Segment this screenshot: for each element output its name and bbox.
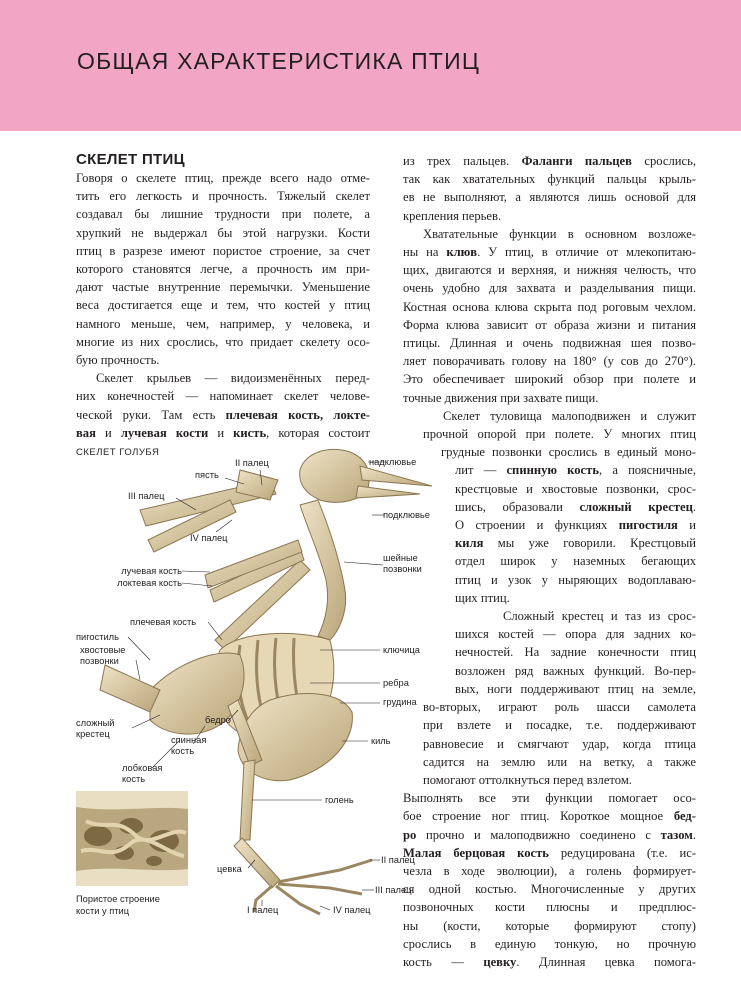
text-line: шихся костей — опора для задних ко-: [455, 627, 696, 642]
label-iv-finger-wing: IV палец: [190, 533, 228, 543]
text-line: отдел широк у наземных бегающих: [455, 554, 696, 569]
text-line: вых, ноги поддерживают птиц на земле,: [455, 681, 696, 696]
text-line: крестцовые и хвостовые позвонки, срос-: [455, 481, 696, 496]
label-pygostyle: пигостиль: [76, 632, 119, 642]
text-line: хрупкий не выдержал бы этой нагрузки. Кости: [76, 225, 370, 240]
text-line: возложен ряд важных функций. Во-пер-: [455, 663, 696, 678]
text-line: чезла в ходе эволюции), а голень формирует-: [403, 863, 696, 878]
text-line: которого становятся легче, а прочность им при-: [76, 262, 370, 277]
text-line: во-вторых, играют роль шасси самолета: [423, 700, 696, 715]
text-line: веса достигается еще и тем, что костей у птиц: [76, 298, 370, 313]
label-tarsometatarsus: цевка: [217, 864, 242, 874]
porous-bone-image: [76, 791, 188, 886]
label-synsacrum: сложный крестец: [76, 718, 115, 739]
text-line: О строении и функциях пигостиля и: [455, 518, 696, 533]
text-line: крепления перьев.: [403, 208, 502, 223]
page-title: ОБЩАЯ ХАРАКТЕРИСТИКА ПТИЦ: [77, 48, 481, 74]
text-line: ческой руки. Там есть плечевая кость, локте-: [76, 407, 370, 422]
text-line: ро прочно и малоподвижно соединено с тазом.: [403, 827, 696, 842]
text-line: Это обеспечивает широкий обзор при полете и: [403, 372, 696, 387]
text-line: ся одной костью. Многочисленные у других: [403, 882, 696, 897]
text-line: позвоночных кости плюсны и предплюс-: [403, 900, 696, 915]
text-line: нечностей. На задние конечности птиц: [455, 645, 696, 660]
text-line: Малая берцовая кость редуцирована (т.е. ис-: [403, 845, 696, 860]
text-line: Скелет крыльев — видоизменённых перед-: [96, 371, 370, 386]
text-line: срослись в единую тонкую, но прочную: [403, 936, 696, 951]
text-line: дают частые внутренние перемычки. Уменьшение: [76, 280, 370, 295]
text-line: киля мы уже говорили. Крестцовый: [455, 536, 696, 551]
text-line: ны (кости, которые формируют стопу): [403, 918, 696, 933]
label-keel: киль: [371, 736, 391, 746]
text-line: очень удобно для захвата и разделывания пищи.: [403, 281, 696, 296]
text-line: щих, двигаются и верхняя, и нижняя челюсть, что: [403, 263, 696, 278]
text-line: Выполнять все эти функции помогает осо-: [403, 791, 696, 806]
label-clavicle: ключица: [383, 645, 420, 655]
text-line: бое строение ног птиц. Короткое мощное бед-: [403, 809, 696, 824]
text-line: Форма клюва зависит от образа жизни и питания: [403, 317, 696, 332]
text-line: Говоря о скелете птиц, прежде всего надо отме-: [76, 171, 370, 185]
label-tail-vertebrae: хвостовые позвонки: [80, 645, 126, 666]
text-line: грудные позвонки срослись в единый моно-: [441, 445, 696, 460]
text-line: кость — цевку. Длинная цевка помога-: [403, 954, 696, 969]
label-i-toe: I палец: [247, 905, 279, 915]
text-line: Костная основа клюва скрыта под роговым чехлом.: [403, 299, 696, 314]
text-line: Сложный крестец и таз из срос-: [503, 609, 696, 624]
text-line: намного меньше, чем, например, у человека, и: [76, 316, 370, 331]
text-line: садится на землю или на ветку, а также: [423, 754, 696, 769]
figure-title: СКЕЛЕТ ГОЛУБЯ: [76, 447, 160, 458]
section-title: СКЕЛЕТ ПТИЦ: [76, 151, 185, 168]
label-ribs: ребра: [383, 678, 409, 688]
text-line: создавал бы лишние трудности при полете, а: [76, 207, 370, 222]
text-line: шись, образовали сложный крестец.: [455, 499, 696, 514]
text-line: при взлете и посадке, т.е. поддерживают: [423, 718, 696, 733]
text-line: них конечностей — напоминает скелет челове-: [76, 389, 370, 404]
text-line: ны на клюв. У птиц, в отличие от млекопитаю-: [403, 245, 696, 260]
label-lower-beak: подклювье: [383, 510, 430, 520]
text-line: щих птиц.: [455, 590, 510, 605]
label-pubis: лобковая кость: [122, 763, 163, 784]
text-line: прочной опорой при полете. У многих птиц: [423, 427, 696, 442]
label-tibia: голень: [325, 795, 354, 805]
text-line: птиц в разрезе имеют пористое строение, за счет: [76, 243, 370, 258]
label-neck-vertebrae: шейные позвонки: [383, 553, 422, 574]
label-iii-toe: III палец: [375, 885, 412, 895]
text-line: так как хватательных функций пальцы крыль-: [403, 172, 696, 187]
text-line: птиц и узок у ныряющих водоплаваю-: [455, 572, 696, 587]
label-sternum: грудина: [383, 697, 417, 707]
text-line: бую прочность.: [76, 353, 160, 368]
label-metacarpus: пясть: [195, 470, 219, 480]
inset-caption: Пористое строение кости у птиц: [76, 894, 160, 916]
text-line: тить его легкость и прочность. Тяжелый скелет: [76, 189, 370, 204]
label-radius: лучевая кость: [121, 566, 182, 576]
label-ii-finger-wing: II палец: [235, 458, 269, 468]
label-notarium: спинная кость: [171, 735, 207, 756]
text-line: помогают оттолкнуться перед взлетом.: [423, 772, 632, 787]
text-line: ляет поворачивать голову на 180° (у сов до 270°).: [403, 354, 696, 369]
label-upper-beak: надклювье: [369, 457, 417, 467]
text-line: Хватательные функции в основном возложе-: [423, 226, 696, 241]
text-line: точные движения при захвате пищи.: [403, 390, 599, 405]
label-iii-finger-wing: III палец: [128, 491, 165, 501]
text-line: лит — спинную кость, а поясничные,: [455, 463, 697, 478]
text-line: многие из них срослись, что придает скелету осо-: [76, 334, 370, 349]
text-line: вая и лучевая кости и кисть, которая состоит: [76, 425, 370, 440]
label-iv-toe: IV палец: [333, 905, 371, 915]
label-femur: бедро: [205, 715, 231, 725]
label-ulna: локтевая кость: [117, 578, 182, 588]
text-line: из трех пальцев. Фаланги пальцев срослись,: [403, 154, 696, 168]
text-line: Скелет туловища малоподвижен и служит: [443, 408, 696, 423]
text-line: ев не выполняют, а являются лишь основой для: [403, 190, 696, 205]
text-line: птицы. Длинная и очень подвижная шея позво-: [403, 336, 696, 351]
label-ii-toe: II палец: [381, 855, 415, 865]
text-line: равновесие и смягчают удар, когда птица: [423, 736, 696, 751]
label-humerus: плечевая кость: [130, 617, 197, 627]
